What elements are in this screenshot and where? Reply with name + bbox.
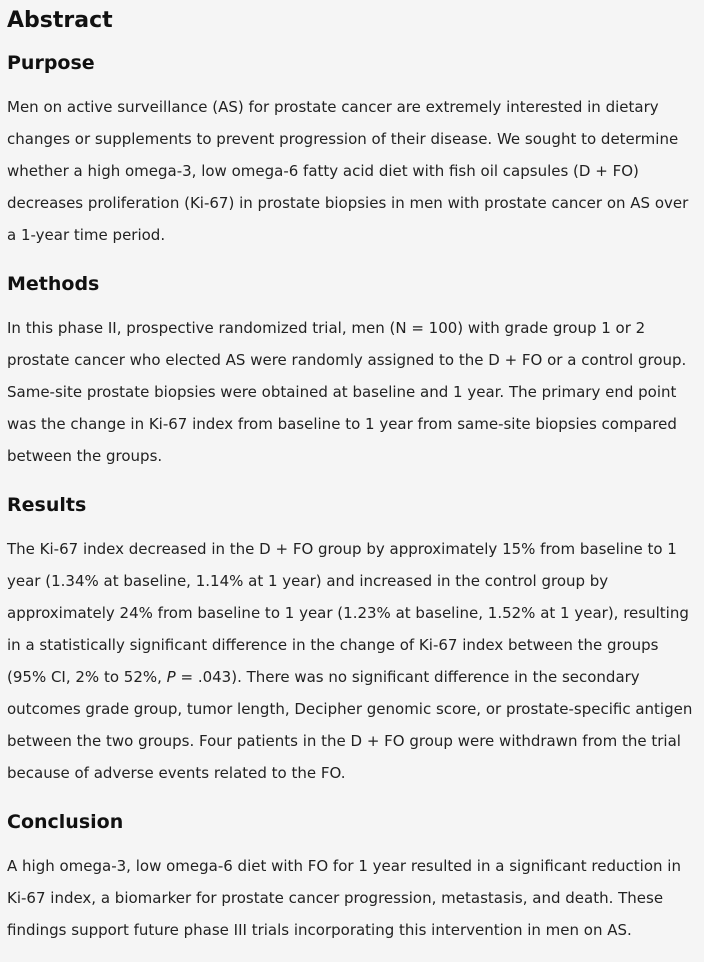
purpose-section bbox=[7, 50, 697, 251]
abstract-title: Abstract bbox=[7, 8, 113, 33]
conclusion-section bbox=[7, 809, 697, 946]
purpose-heading: Purpose bbox=[7, 52, 95, 74]
results-text-part-2: = .043). There was no significant difference in the secondary outcomes grade group, tumor length, Decipher genomic score, or prostate-specific antigen between the two groups. Four patients in the D + FO group were withdrawn from the trial because of adverse events related to the FO. bbox=[7, 668, 693, 782]
conclusion-text: A high omega-3, low omega-6 diet with FO for 1 year resulted in a significant reduction in Ki-67 index, a biomarker for prostate cancer progression, metastasis, and death. These findings support future phase III trials incorporating this intervention in men on AS. bbox=[7, 857, 681, 939]
results-heading: Results bbox=[7, 494, 87, 516]
methods-section bbox=[7, 271, 697, 472]
methods-heading: Methods bbox=[7, 273, 100, 295]
purpose-text: Men on active surveillance (AS) for prostate cancer are extremely interested in dietary changes or supplements to prevent progression of their disease. We sought to determine whether a high omega-3, low omega-6 fatty acid diet with fish oil capsules (D + FO) decreases proliferation (Ki-67) in prostate biopsies in men with prostate cancer on AS over a 1-year time period. bbox=[7, 98, 689, 244]
results-section bbox=[7, 492, 697, 789]
results-p-value-symbol: P bbox=[166, 668, 176, 686]
results-text bbox=[7, 533, 697, 789]
results-text-part-1: The Ki-67 index decreased in the D + FO group by approximately 15% from baseline to 1 year (1.34% at baseline, 1.14% at 1 year) and increased in the control group by approximately 24% from baseline to 1 year (1.23% at baseline, 1.52% at 1 year), resulting in a statistically significant difference in the change of Ki-67 index between the groups (95% CI, 2% to 52%, bbox=[7, 540, 689, 686]
conclusion-heading: Conclusion bbox=[7, 811, 124, 833]
methods-text: In this phase II, prospective randomized trial, men (N = 100) with grade group 1 or 2 prostate cancer who elected AS were randomly assigned to the D + FO or a control group. Same-site prostate biopsies were obtained at baseline and 1 year. The primary end point was the change in Ki-67 index from baseline to 1 year from same-site biopsies compared between the groups. bbox=[7, 319, 687, 465]
